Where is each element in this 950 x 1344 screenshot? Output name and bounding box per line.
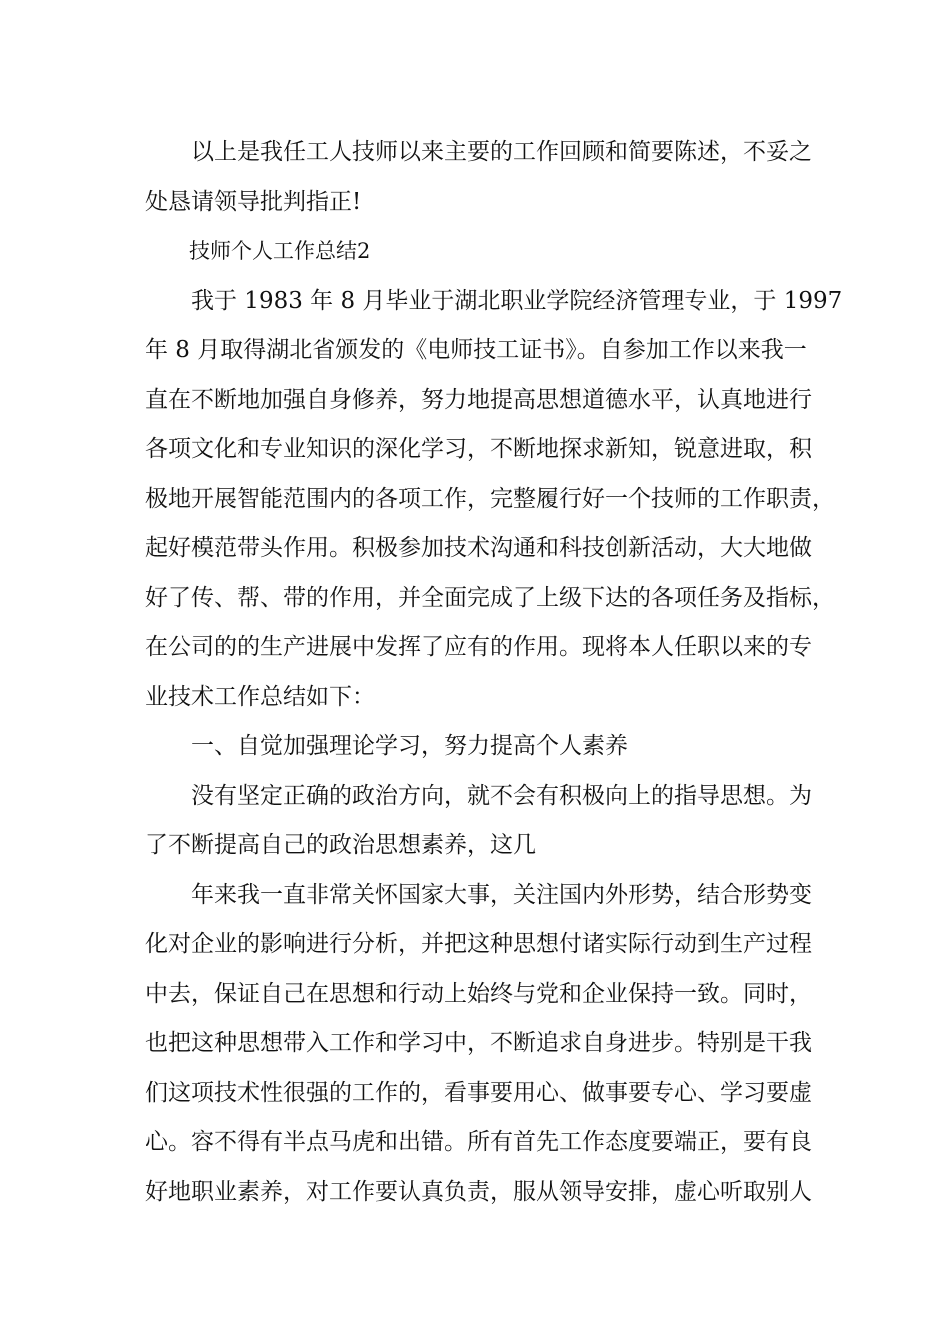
paragraph-line: 们这项技术性很强的工作的，看事要用心、做事要专心、学习要虚 [145,1079,812,1106]
document-body [145,128,843,1217]
paragraph-line: 直在不断地加强自身修养，努力地提高思想道德水平，认真地进行 [145,386,812,413]
paragraph-line: 起好模范带头作用。积极参加技术沟通和科技创新活动，大大地做 [145,535,812,561]
paragraph-line: 中去，保证自己在思想和行动上始终与党和企业保持一致。同时， [145,980,812,1007]
paragraph-line: 年 8 月取得湖北省颁发的《电师技工证书》。自参加工作以来我一 [145,337,807,363]
section-heading: 一、自觉加强理论学习，努力提高个人素养 [191,733,628,759]
paragraph-line: 各项文化和专业知识的深化学习，不断地探求新知，锐意进取，积 [145,436,812,462]
paragraph-line: 业技术工作总结如下： [145,683,375,710]
paragraph-line: 了不断提高自己的政治思想素养，这几 [145,832,536,858]
paragraph-line: 极地开展智能范围内的各项工作，完整履行好一个技师的工作职责， [145,485,835,512]
paragraph-line: 好了传、帮、带的作用，并全面完成了上级下达的各项任务及指标， [145,584,835,611]
paragraph-line: 处恳请领导批判指正! [145,188,362,215]
paragraph-line: 化对企业的影响进行分析，并把这种思想付诸实际行动到生产过程 [145,931,812,957]
paragraph-line: 没有坚定正确的政治方向，就不会有积极向上的指导思想。为 [191,782,812,809]
paragraph-line: 在公司的的生产进展中发挥了应有的作用。现将本人任职以来的专 [145,634,812,660]
paragraph-line: 也把这种思想带入工作和学习中，不断追求自身进步。特别是干我 [145,1030,812,1056]
section-title: 技师个人工作总结2 [189,239,371,263]
paragraph-line: 我于 1983 年 8 月毕业于湖北职业学院经济管理专业，于 1997 [191,287,843,314]
paragraph-line: 好地职业素养，对工作要认真负责，服从领导安排，虚心听取别人 [145,1178,812,1205]
paragraph-line: 以上是我任工人技师以来主要的工作回顾和简要陈述，不妥之 [191,139,812,165]
paragraph-line: 心。容不得有半点马虎和出错。所有首先工作态度要端正，要有良 [145,1129,812,1155]
paragraph-line: 年来我一直非常关怀国家大事，关注国内外形势，结合形势变 [191,881,812,908]
